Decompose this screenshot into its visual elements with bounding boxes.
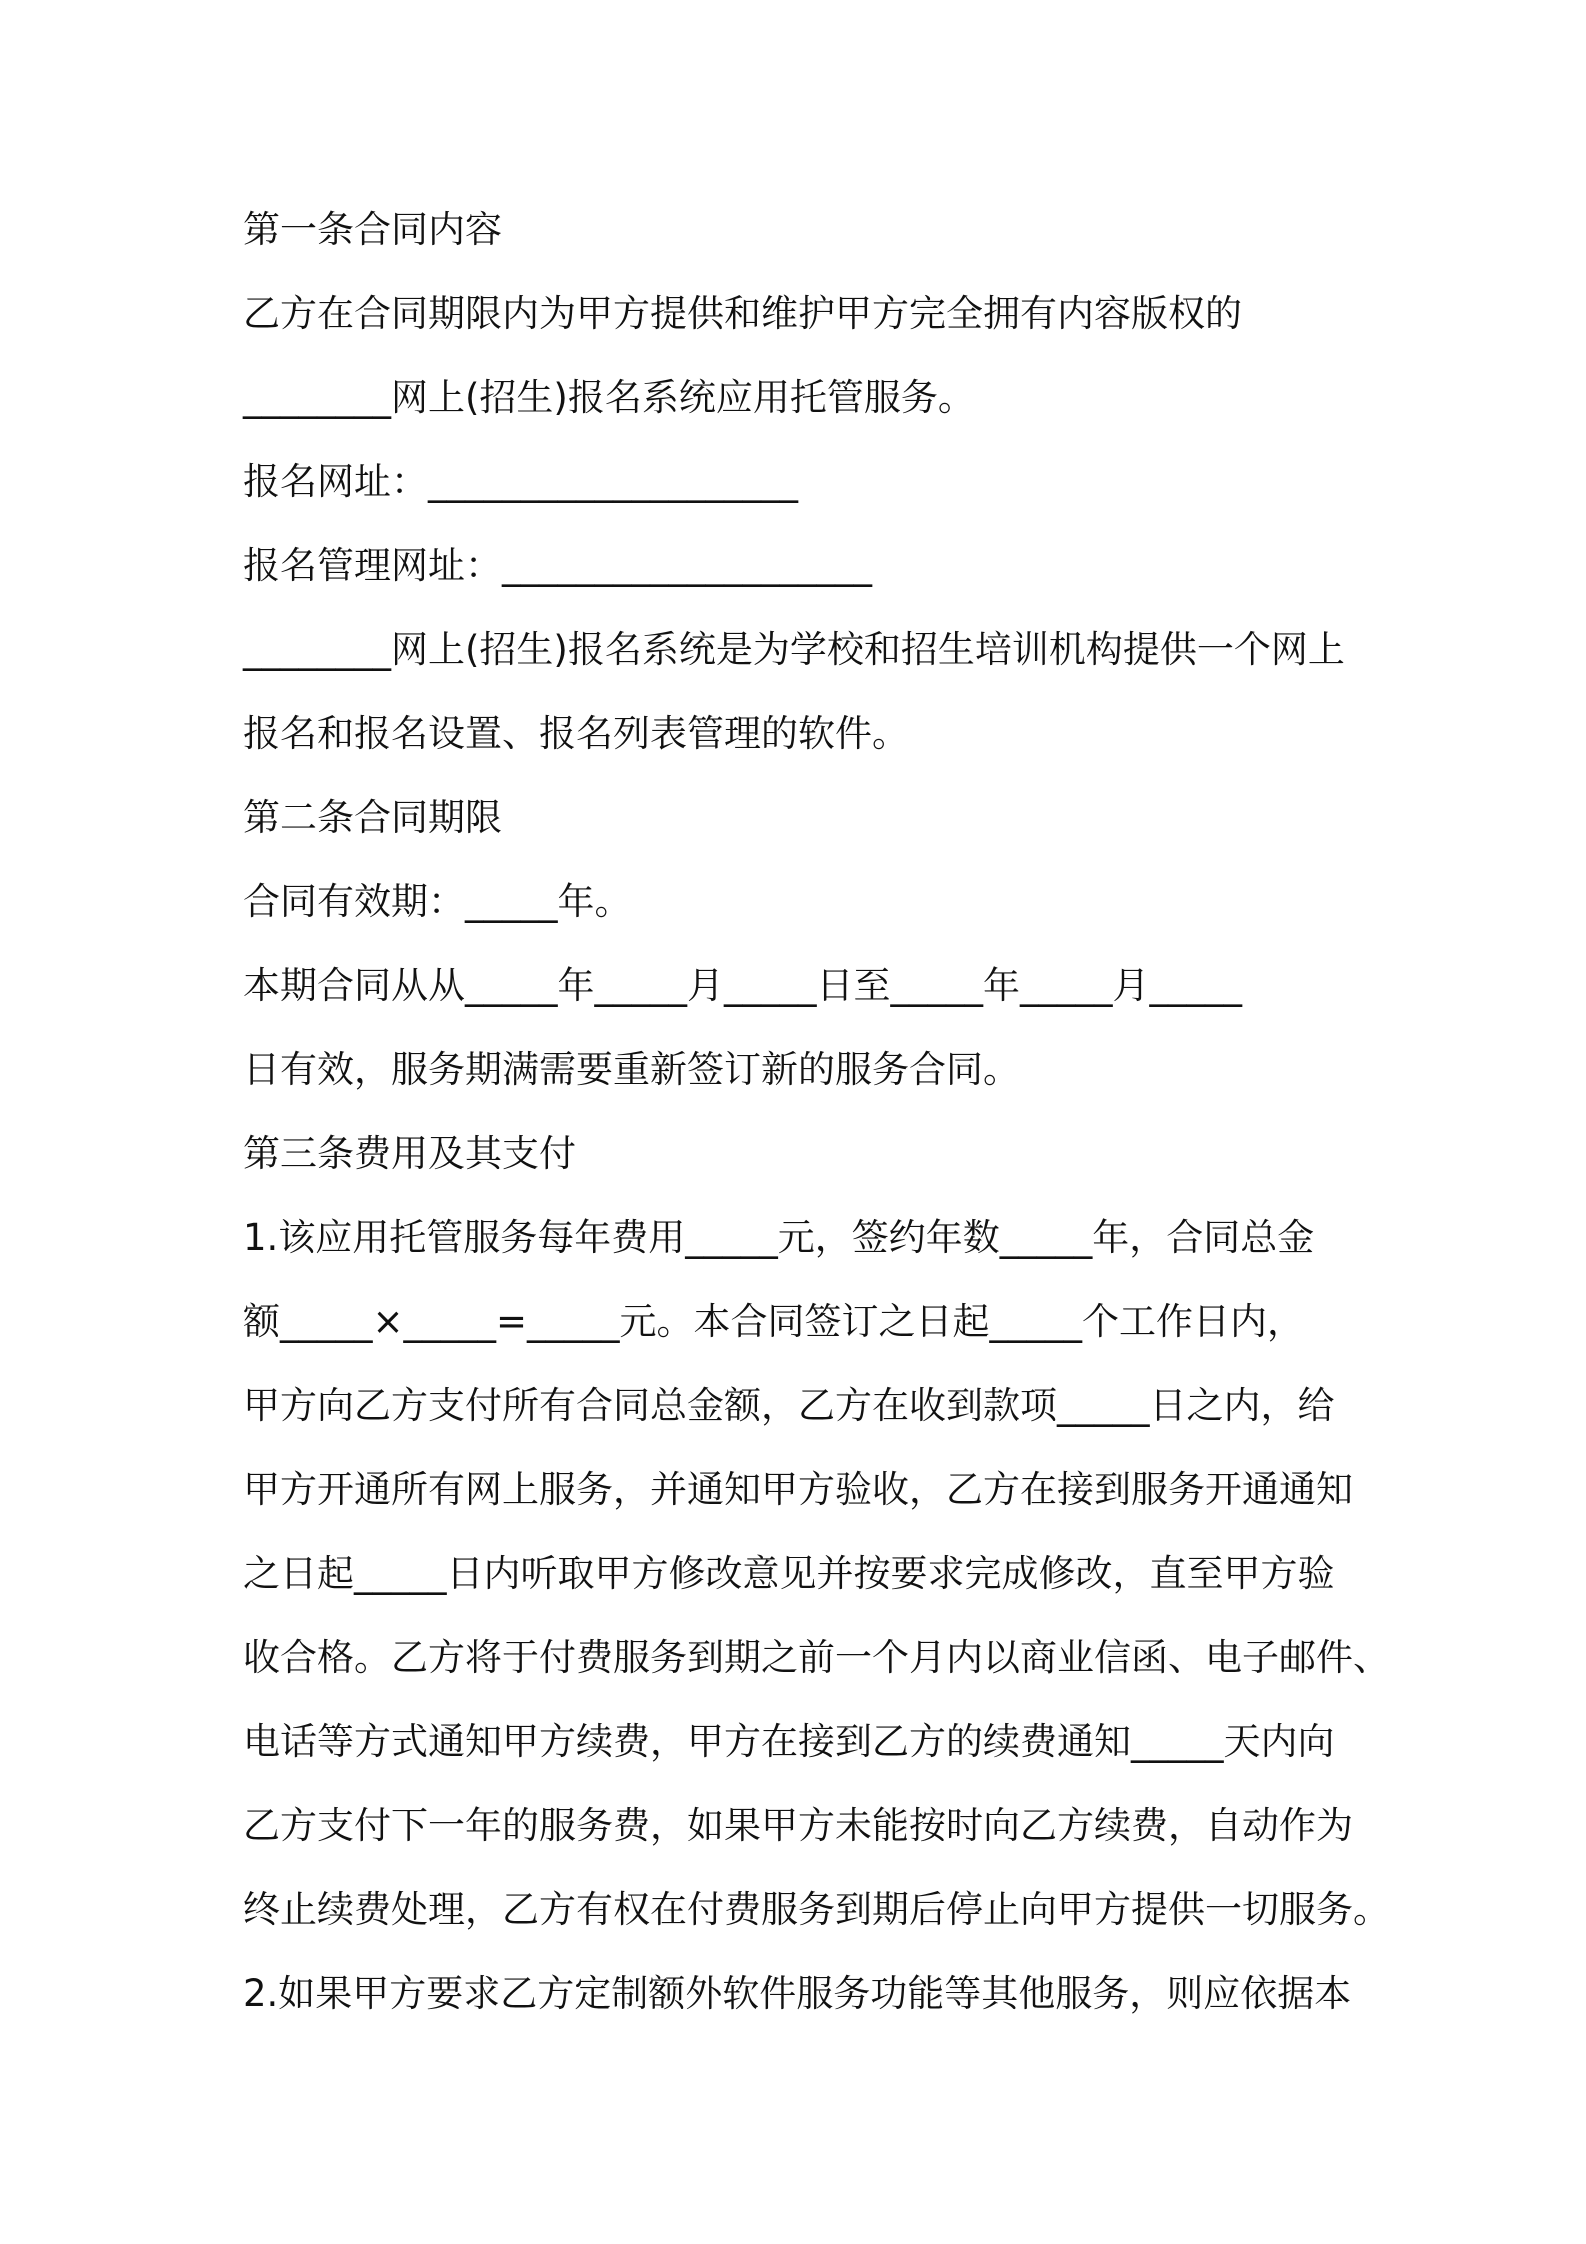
paragraph-line: ________网上(招生)报名系统是为学校和招生培训机构提供一个网上 xyxy=(243,628,1345,671)
admin-url-line: 报名管理网址：____________________ xyxy=(243,544,872,587)
paragraph-line: 额_____×_____=_____元。本合同签订之日起_____个工作日内， xyxy=(243,1300,1305,1343)
heading-article-3: 第三条费用及其支付 xyxy=(243,1132,576,1175)
paragraph-line: 1.该应用托管服务每年费用_____元，签约年数_____年，合同总金 xyxy=(243,1216,1315,1259)
paragraph-line: 电话等方式通知甲方续费，甲方在接到乙方的续费通知_____天内向 xyxy=(243,1720,1335,1763)
paragraph-line: 日有效，服务期满需要重新签订新的服务合同。 xyxy=(243,1048,1020,1091)
heading-article-1: 第一条合同内容 xyxy=(243,208,502,251)
paragraph-line: 甲方向乙方支付所有合同总金额，乙方在收到款项_____日之内，给 xyxy=(243,1384,1335,1427)
paragraph-line: 终止续费处理，乙方有权在付费服务到期后停止向甲方提供一切服务。 xyxy=(243,1888,1390,1931)
paragraph-line: 乙方支付下一年的服务费，如果甲方未能按时向乙方续费，自动作为 xyxy=(243,1804,1353,1847)
registration-url-line: 报名网址：____________________ xyxy=(243,460,798,503)
paragraph-line: 2.如果甲方要求乙方定制额外软件服务功能等其他服务，则应依据本 xyxy=(243,1972,1352,2015)
paragraph-line: 之日起_____日内听取甲方修改意见并按要求完成修改，直至甲方验 xyxy=(243,1552,1335,1595)
paragraph-line: 报名和报名设置、报名列表管理的软件。 xyxy=(243,712,909,755)
paragraph-line: 甲方开通所有网上服务，并通知甲方验收，乙方在接到服务开通通知 xyxy=(243,1468,1353,1511)
paragraph-line: 收合格。乙方将于付费服务到期之前一个月内以商业信函、电子邮件、 xyxy=(243,1636,1390,1679)
paragraph-line: 合同有效期：_____年。 xyxy=(243,880,632,923)
heading-article-2: 第二条合同期限 xyxy=(243,796,502,839)
paragraph-line: ________网上(招生)报名系统应用托管服务。 xyxy=(243,376,975,419)
paragraph-line: 乙方在合同期限内为甲方提供和维护甲方完全拥有内容版权的 xyxy=(243,292,1242,335)
paragraph-line: 本期合同从从_____年_____月_____日至_____年_____月_____ xyxy=(243,964,1242,1007)
